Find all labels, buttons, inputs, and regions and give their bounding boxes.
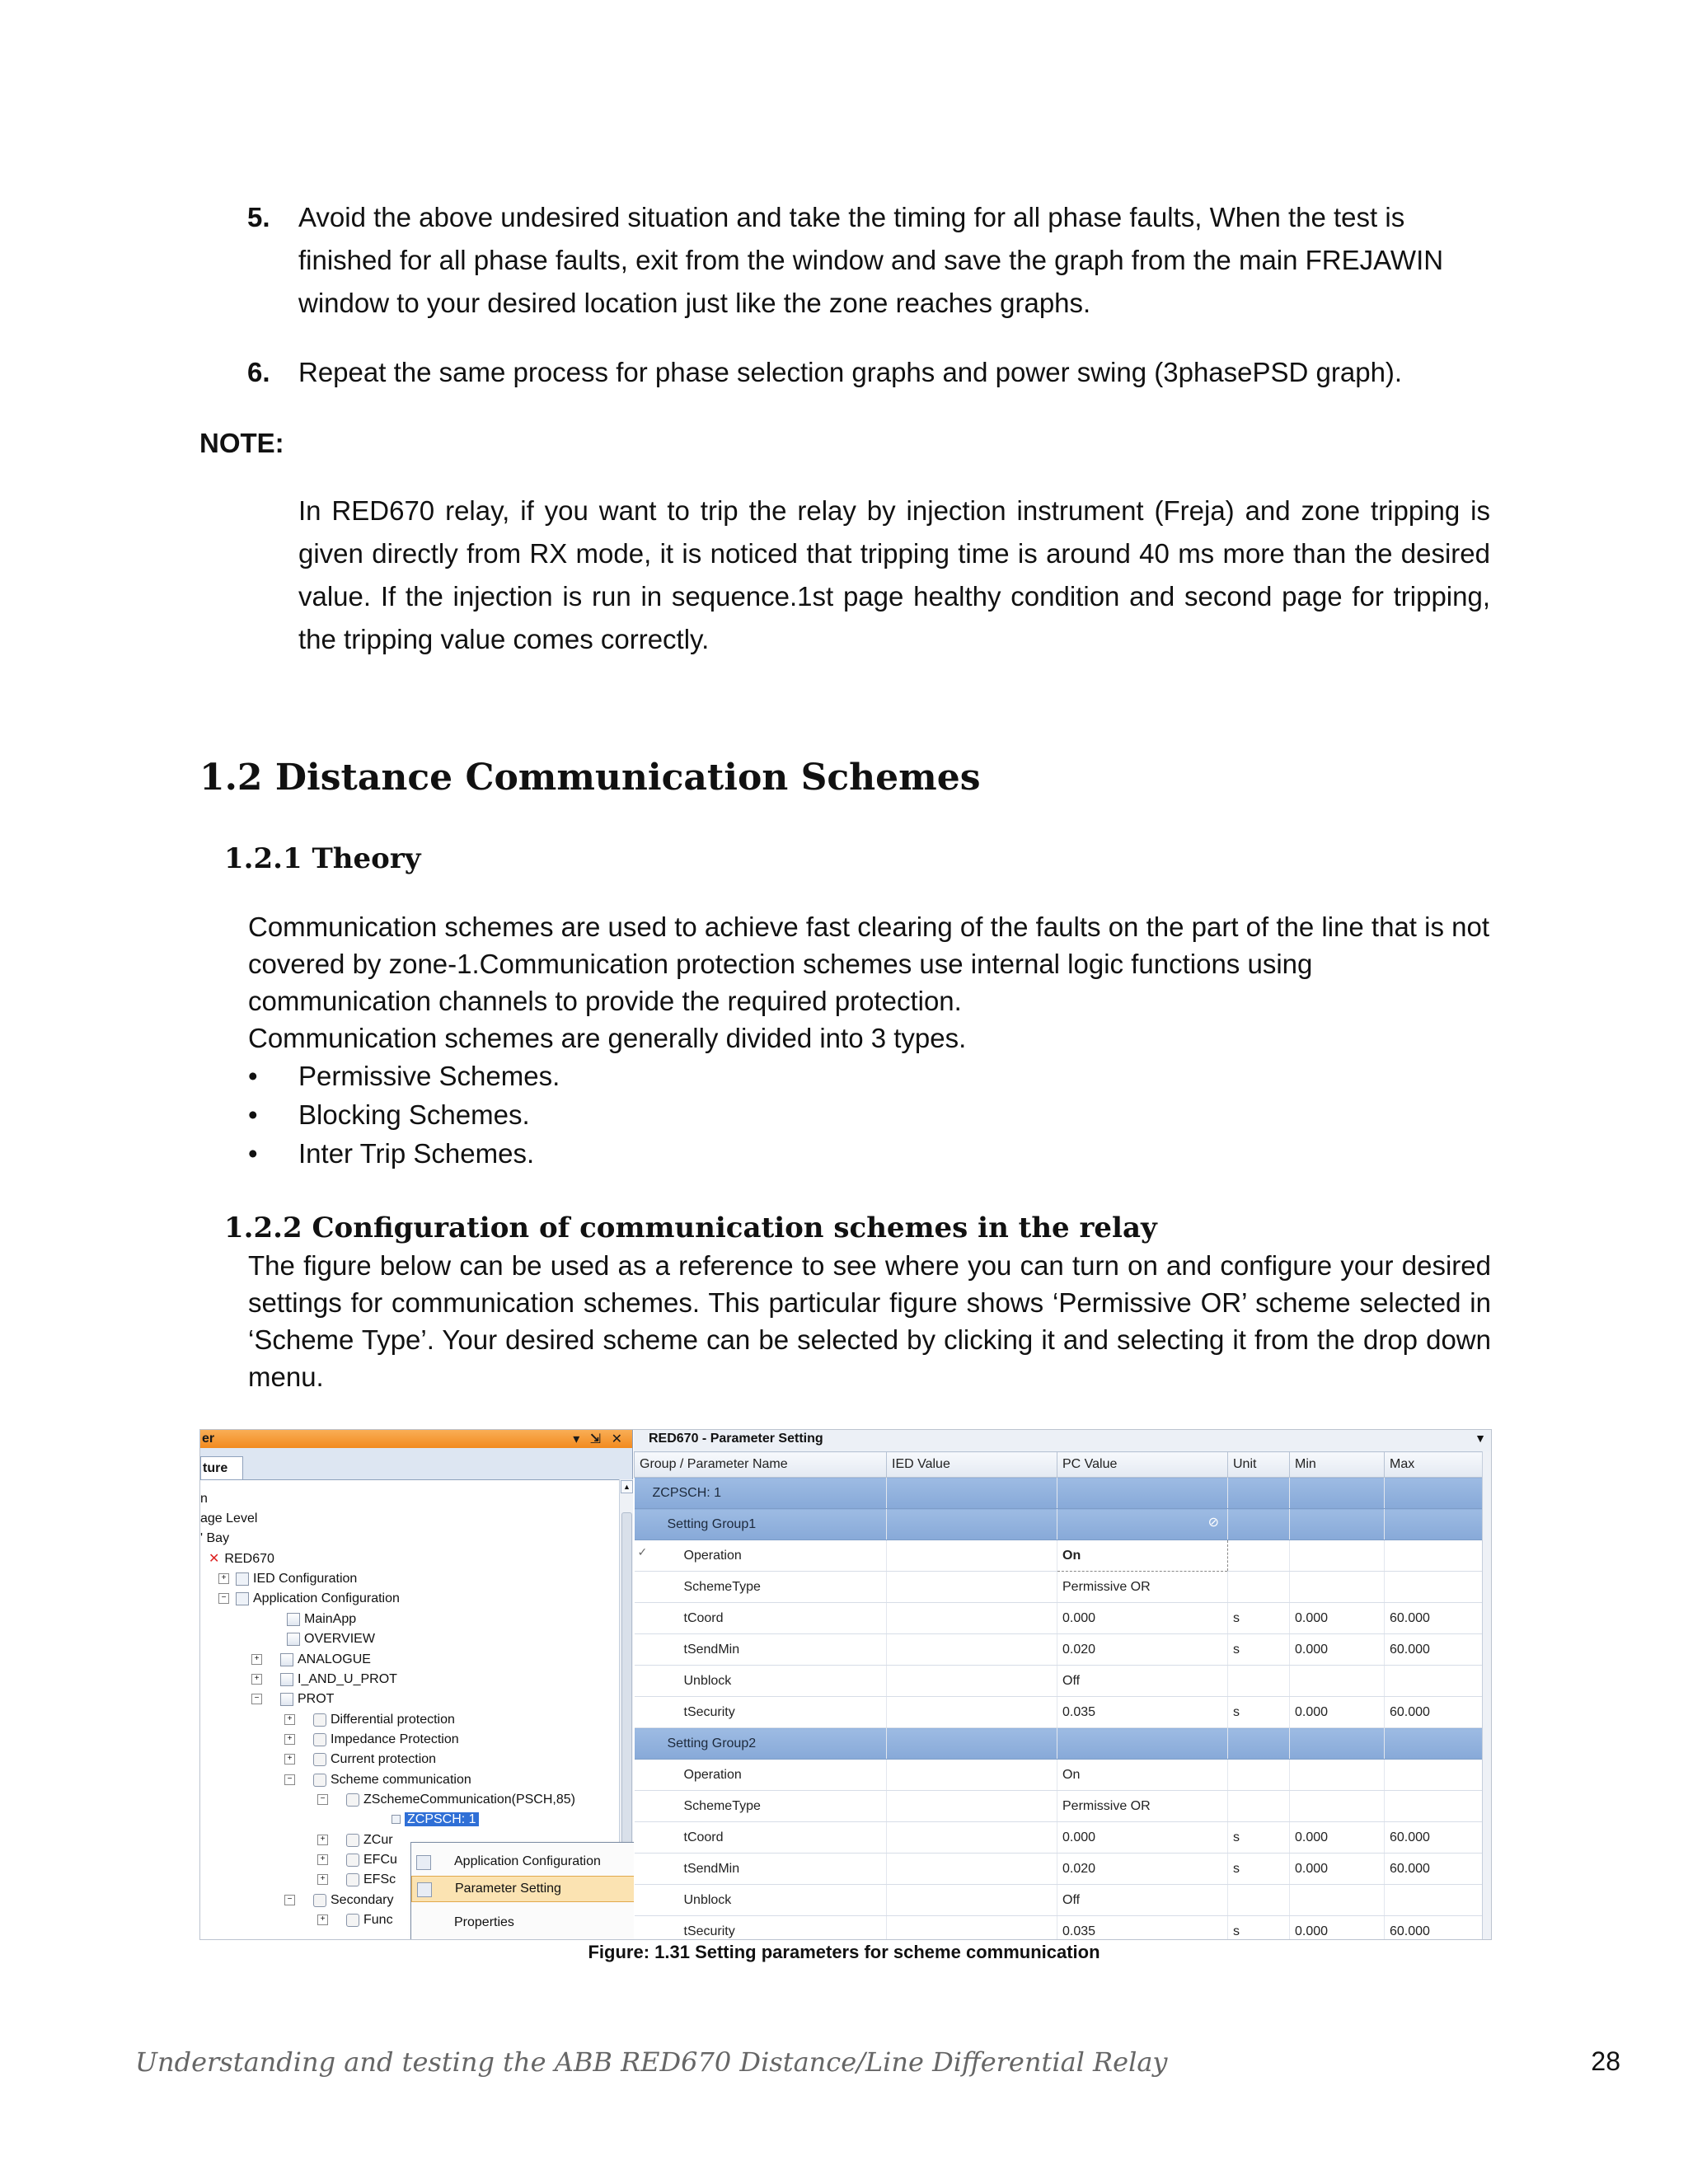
- expand-icon: +: [284, 1714, 295, 1725]
- collapse-icon: −: [284, 1774, 295, 1785]
- function-icon: [392, 1815, 401, 1824]
- table-row[interactable]: tSecurity 0.035 s 0.000 60.000: [635, 1697, 1484, 1728]
- expand-icon: +: [284, 1734, 295, 1745]
- config-text: The figure below can be used as a reference to see where you can turn on and configure your desired settings for communication schemes. This particular figure shows ‘Permissive OR’ scheme selected in ‘Scheme Type’. Your desired scheme can be selected by clicking it and selecting it from the drop down menu.: [248, 1250, 1491, 1392]
- grid-header-row: [635, 1452, 1484, 1478]
- tree-item[interactable]: ' Bay: [200, 1531, 230, 1545]
- pc-value-cell[interactable]: On: [1057, 1540, 1228, 1572]
- tree-item-selected[interactable]: ZCPSCH: 1: [392, 1810, 479, 1830]
- collapse-icon: −: [284, 1895, 295, 1905]
- item-number: 5.: [247, 202, 270, 232]
- table-row[interactable]: tCoord 0.000 s 0.000 60.000: [635, 1603, 1484, 1634]
- parameter-setting-panel: [634, 1430, 1491, 1939]
- tree-item-red670[interactable]: ✕ RED670: [209, 1552, 274, 1566]
- tree-item[interactable]: + Current protection: [284, 1750, 436, 1769]
- list-item: • Blocking Schemes.: [248, 1095, 1493, 1134]
- expand-icon: +: [251, 1654, 262, 1665]
- function-group-icon: [313, 1894, 326, 1907]
- grid-scrollbar[interactable]: [1482, 1451, 1491, 1939]
- expand-icon: +: [317, 1915, 328, 1925]
- pc-value-cell[interactable]: Off: [1057, 1885, 1228, 1916]
- menu-item-properties[interactable]: Properties: [454, 1915, 514, 1929]
- item-text: Repeat the same process for phase selection graphs and power swing (3phasePSD graph).: [298, 357, 1403, 387]
- tree-item[interactable]: + I_AND_U_PROT: [251, 1670, 397, 1690]
- context-menu: [410, 1842, 668, 1940]
- item-text: Avoid the above undesired situation and take the timing for all phase faults, When the test is finished for all phase faults, exit from the window and save the graph from the main FREJAWIN window to your desired location just like the zone reaches graphs.: [298, 202, 1444, 318]
- note-label: NOTE:: [199, 428, 284, 458]
- parameter-grid: [634, 1451, 1484, 1940]
- pc-value-cell[interactable]: Permissive OR: [1057, 1572, 1228, 1603]
- column-header[interactable]: Unit: [1228, 1452, 1290, 1478]
- function-row[interactable]: ZCPSCH: 1: [635, 1478, 1484, 1509]
- document-icon: [287, 1633, 300, 1646]
- pc-value-cell[interactable]: 0.035: [1057, 1697, 1228, 1728]
- tree-item[interactable]: n: [200, 1492, 208, 1506]
- bullet-icon: •: [248, 1099, 258, 1130]
- tree-item[interactable]: + Func: [317, 1910, 393, 1927]
- table-row[interactable]: tCoord 0.000 s 0.000 60.000: [635, 1822, 1484, 1854]
- tree-item[interactable]: − ZSchemeCommunication(PSCH,85): [317, 1790, 575, 1810]
- tree-item[interactable]: + Differential protection: [284, 1710, 455, 1730]
- tab-parameter-setting[interactable]: RED670 - Parameter Setting: [649, 1432, 823, 1446]
- expand-icon: +: [284, 1754, 295, 1765]
- section-heading: 1.2 Distance Communication Schemes: [199, 757, 981, 799]
- document-icon: [287, 1613, 300, 1626]
- function-group-icon: [346, 1793, 359, 1807]
- chevron-down-icon[interactable]: ▼: [1475, 1432, 1486, 1445]
- table-row[interactable]: ✓ Operation On: [635, 1540, 1484, 1572]
- pc-value-cell[interactable]: 0.035: [1057, 1916, 1228, 1941]
- expand-icon: +: [317, 1874, 328, 1885]
- scroll-up-icon[interactable]: ▲: [621, 1480, 633, 1493]
- scroll-thumb[interactable]: [621, 1512, 632, 1844]
- tree-item[interactable]: + IED Configuration: [218, 1569, 357, 1589]
- collapse-icon: −: [317, 1794, 328, 1805]
- expand-icon: +: [317, 1854, 328, 1865]
- menu-item-application-configuration[interactable]: Application Configuration: [411, 1849, 667, 1874]
- error-icon: ✕: [209, 1552, 220, 1566]
- scheme-type-list: [248, 1057, 1493, 1173]
- tree-item[interactable]: − Application Configuration: [218, 1589, 400, 1609]
- theory-paragraph-types: Communication schemes are generally divided into 3 types.: [248, 1023, 967, 1053]
- function-group-icon: [313, 1753, 326, 1766]
- tree-item[interactable]: + EFCu: [317, 1850, 397, 1870]
- function-group-icon: [346, 1834, 359, 1847]
- column-header[interactable]: IED Value: [887, 1452, 1057, 1478]
- column-header[interactable]: Max: [1385, 1452, 1484, 1478]
- bullet-icon: •: [248, 1061, 258, 1091]
- tree-item[interactable]: + Impedance Protection: [284, 1730, 459, 1750]
- pc-value-cell[interactable]: Permissive OR: [1057, 1791, 1228, 1822]
- numbered-item-6: [247, 351, 1492, 394]
- document-tab-bar: [634, 1430, 1491, 1452]
- table-row[interactable]: Unblock Off: [635, 1885, 1484, 1916]
- pc-value-cell[interactable]: On: [1057, 1760, 1228, 1791]
- collapse-icon: −: [251, 1694, 262, 1704]
- table-row[interactable]: Unblock Off: [635, 1666, 1484, 1697]
- menu-item-parameter-setting[interactable]: Parameter Setting: [411, 1876, 665, 1902]
- config-icon: [236, 1572, 249, 1586]
- panel-title: er: [202, 1432, 215, 1446]
- function-group-icon: [313, 1733, 326, 1746]
- function-group-icon: [346, 1854, 359, 1867]
- column-header[interactable]: PC Value: [1057, 1452, 1228, 1478]
- pc-value-cell[interactable]: 0.000: [1057, 1603, 1228, 1634]
- pc-value-cell[interactable]: 0.020: [1057, 1854, 1228, 1885]
- expand-icon: +: [251, 1674, 262, 1685]
- tree-item[interactable]: + ANALOGUE: [251, 1650, 371, 1670]
- theory-paragraph: Communication schemes are used to achieve fast clearing of the faults on the part of the line that is not covered by zone-1.Communication protection schemes use internal logic functions using communication channels to provide the required protection.: [248, 912, 1490, 1016]
- document-icon: [280, 1653, 293, 1666]
- table-row[interactable]: SchemeType Permissive OR: [635, 1572, 1484, 1603]
- tree-item[interactable]: age Level: [200, 1511, 258, 1526]
- function-group-icon: [346, 1873, 359, 1886]
- numbered-item-5: [247, 196, 1492, 325]
- config-heading: 1.2.2 Configuration of communication schemes in the relay: [224, 1212, 1157, 1244]
- tree-item[interactable]: − Scheme communication: [284, 1770, 471, 1790]
- tab-structure[interactable]: ture: [200, 1456, 243, 1479]
- pc-value-cell[interactable]: 0.020: [1057, 1634, 1228, 1666]
- expand-icon: +: [218, 1573, 229, 1584]
- tree-item[interactable]: OVERVIEW: [287, 1629, 375, 1649]
- expand-icon: +: [317, 1835, 328, 1845]
- tree-item[interactable]: + EFSc: [317, 1870, 396, 1890]
- page-number: 28: [1591, 2046, 1620, 2076]
- column-header[interactable]: Group / Parameter Name: [635, 1452, 887, 1478]
- column-header[interactable]: Min: [1290, 1452, 1385, 1478]
- function-group-icon: [313, 1713, 326, 1727]
- panel-tabs: [200, 1448, 632, 1480]
- note-text: In RED670 relay, if you want to trip the relay by injection instrument (Freja) and zone tripping is given directly from RX mode, it is noticed that tripping time is around 40 ms more than the desired value. If the injection is run in sequence.1st page healthy condition and second page for tripping, the tripping value comes correctly.: [298, 495, 1490, 654]
- table-row[interactable]: tSendMin 0.020 s 0.000 60.000: [635, 1634, 1484, 1666]
- panel-title-bar: [200, 1430, 632, 1448]
- table-row[interactable]: Operation On: [635, 1760, 1484, 1791]
- document-icon: [280, 1693, 293, 1706]
- tree-item[interactable]: MainApp: [287, 1610, 356, 1629]
- pc-value-cell[interactable]: 0.000: [1057, 1822, 1228, 1854]
- config-icon: [236, 1592, 249, 1605]
- table-row[interactable]: tSendMin 0.020 s 0.000 60.000: [635, 1854, 1484, 1885]
- list-item: • Inter Trip Schemes.: [248, 1134, 1493, 1173]
- parameter-icon: [417, 1882, 432, 1897]
- footer-title: Understanding and testing the ABB RED670 Distance/Line Differential Relay: [135, 2046, 1168, 2078]
- list-item: • Permissive Schemes.: [248, 1057, 1493, 1095]
- pc-value-cell[interactable]: Off: [1057, 1666, 1228, 1697]
- edit-mark-icon: ✓: [637, 1545, 648, 1558]
- status-icon: ⊘: [1207, 1516, 1219, 1530]
- theory-heading: 1.2.1 Theory: [224, 842, 421, 875]
- tree-item[interactable]: − Secondary: [284, 1891, 394, 1910]
- function-group-icon: [313, 1774, 326, 1787]
- figure-screenshot: [199, 1429, 1492, 1940]
- tree-item[interactable]: + ZCur: [317, 1830, 393, 1850]
- function-group-icon: [346, 1914, 359, 1927]
- figure-caption: Figure: 1.31 Setting parameters for scheme communication: [588, 1942, 1100, 1962]
- app-config-icon: [416, 1855, 431, 1870]
- project-explorer-panel: [200, 1430, 633, 1939]
- table-row[interactable]: tSecurity 0.035 s 0.000 60.000: [635, 1916, 1484, 1941]
- document-icon: [280, 1673, 293, 1686]
- setting-group-row[interactable]: Setting Group2: [635, 1728, 1484, 1760]
- item-number: 6.: [247, 357, 270, 387]
- tree-item[interactable]: − PROT: [251, 1690, 334, 1709]
- theory-body: [248, 908, 1493, 1173]
- panel-controls[interactable]: ▾ ⇲ ✕: [573, 1432, 626, 1446]
- table-row[interactable]: SchemeType Permissive OR: [635, 1791, 1484, 1822]
- bullet-icon: •: [248, 1138, 258, 1169]
- setting-group-row[interactable]: Setting Group1 ⊘: [635, 1509, 1484, 1540]
- collapse-icon: −: [218, 1593, 229, 1604]
